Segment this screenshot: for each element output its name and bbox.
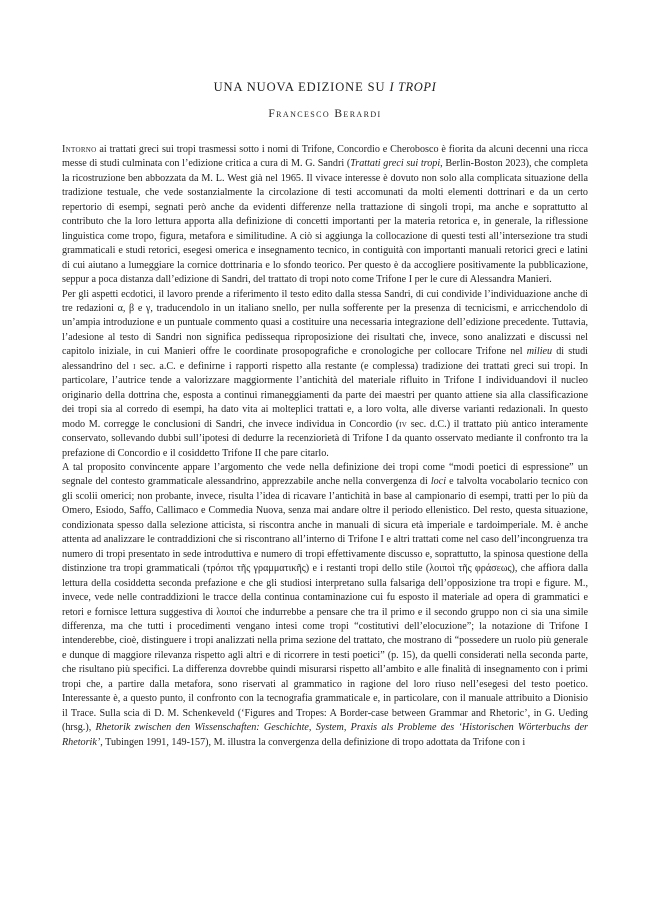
title-prefix: UNA NUOVA EDIZIONE SU bbox=[213, 80, 390, 94]
text-segment: di studi alessandrino del bbox=[62, 346, 588, 372]
paragraph bbox=[62, 143, 588, 288]
text-segment: Per gli aspetti ecdotici, il lavoro prende a riferimento il testo edito dalla stessa Sandri, di cui condivide l’individuazione anche di tre redazioni α, β e γ, traducendolo in un italiano snello, per nulla sofferente per la presenza di tecnicismi, e arricchendolo di un’ampia introduzione e un puntuale commento quasi a costituire una necessaria integrazione dell’edizione precedente. Tuttavia, l’adesione al testo di Sandri non significa pedissequa riproposizione dei risultati che, invece, sono analizzati e discussi nel capitolo iniziale, in cui Manieri offre le coordinate prosopografiche e cronologiche per collocare Trifone nel bbox=[62, 288, 588, 358]
author-name: Francesco Berardi bbox=[268, 108, 382, 120]
text-segment: sec. d.C.) il trattato più antico interamente conservato, sollevando dubbi sull’ipotesi di dedurre la recenziorietà di Trifone I da quanto osservato mediante il confronto tra la prefazione di Concordio e il cosiddetto Trifone II che pare citarlo. bbox=[62, 418, 588, 459]
article-body bbox=[62, 143, 588, 750]
paragraph bbox=[62, 461, 588, 750]
italic-text: milieu bbox=[526, 346, 553, 358]
title-italic: I TROPI bbox=[389, 80, 437, 94]
italic-text: Trattati greci sui tropi bbox=[350, 158, 441, 170]
text-segment: ai trattati greci sui tropi trasmessi sotto i nomi di Trifone, Concordio e Cherobosco è fiorita da alcuni decenni una ricca messe di studi culminata con l’edizione critica a cura di M. G. Sandri ( bbox=[62, 144, 588, 170]
lead-word: Intorno bbox=[62, 144, 97, 155]
text-segment: A tal proposito convincente appare l’argomento che vede nella definizione dei tropi come “modi poetici di espressione” un segnale del contesto grammaticale alessandrino, apprezzabile anche nella convergenza di bbox=[62, 461, 588, 488]
text-segment: e talvolta vocabolario tecnico con gli scolii omerici; non probante, invece, risulta l’idea di ricavare l’antichità in base al campionario di esempi, tratti per lo più da Omero, Esiodo, Saffo, Callimaco e Commedia Nuova, senza mai andare oltre il periodo ellenistico. Del resto, questa situazione, condizionata spesso dalla selezione atticista, si riscontra anche in manuali di sicura età imperiale e tardoimperiale. M. è anche attenta ad analizzare le contraddizioni che si riscontrano all’interno di Trifone I e altri trattati come nel caso dell’incongruenza tra numero di tropi presentato in sede introduttiva e numero di tropi effettivamente discusso e, soprattutto, la spinosa questione della distinzione tra tropi grammaticali (τρόποι τῆς γραμματικῆς) e i restanti tropi dello stile (λοιποὶ τῆς φράσεως), che affiora dalla lettura della cosiddetta seconda prefazione e che gli studiosi interpretano sulla falsariga dell’opposizione tra tropi e figure. M., invece, vede nelle contraddizioni le tracce della continua contaminazione cui fu esposto il materiale ad opera di grammatici e retori e fornisce lettura suggestiva di λοιποί che indurrebbe a pensare che tra il primo e il secondo gruppo non ci sia una simile differenza, ma che tutti i procedimenti vengano intesi come tropi “costitutivi dell’elocuzione”; la notazione di Trifone I intenderebbe, cioè, distinguere i tropi analizzati nella prima sezione del trattato, che mostrano di “possedere un ruolo più generale e dunque di maggiore rilevanza rispetto agli altri e di ricorrere in testi poetici” (p. 15), da quelli considerati nella seconda parte, che risultano più specifici. La differenza dovrebbe quindi misurarsi rispetto all’ambito e alle finalità di insegnamento con i primi tropi che, a partire dalla metafora, sono riservati al grammatico in ragione del loro riuso nell’esegesi del testo poetico. Interessante è, a questo punto, il confronto con la tecnografia grammaticale e, in particolare, con il manuale attribuito a Dionisio il Trace. Sulla scia di D. M. Schenkeveld (‘Figures and Tropes: A Border-case between Grammar and Rhetoric’, in G. Ueding (hrsg.), bbox=[62, 476, 588, 734]
italic-text: loci bbox=[430, 476, 447, 488]
text-segment: i bbox=[133, 360, 136, 372]
text-segment: sec. a.C. e definirne i rapporti rispetto alla restante (e complessa) tradizione dei trattati greci sui tropi. In particolare, l’autrice tende a valorizzare maggiormente l’antichità del materiale rifluito in Trifone I individuandovi il nucleo originario della dottrina che, esposta a continui rimaneggiamenti da parte dei maestri per quanto attiene sia alla classificazione dei tropi sia al corredo di esempi, ha dato vita ai molteplici trattati e, a loro volta, alle diverse varianti redazionali. In questo modo M. corregge le conclusioni di Sandri, che invece individua in Concordio ( bbox=[62, 360, 588, 430]
text-segment: , Tubingen 1991, 149-157), M. illustra la convergenza della definizione di tropo adottata da Trifone con i bbox=[100, 736, 526, 748]
text-segment: , Berlin-Boston 2023), che completa la ricostruzione ben abbozzata da M. L. West già nel 1965. Il vivace interesse è dovuto non solo alla complicata situazione della tradizione testuale, che vede sostanzialmente la circolazione di testi accomunati da molti elementi dottrinari e da un certo repertorio di esempi, segnati però anche da evidenti differenze nella trattazione di singoli tropi, ma anche e soprattutto al contributo che la loro lettura apporta alla definizione di concetti importanti per la materia retorica e, in generale, la riflessione linguistica come tropo, figura, metafora e similitudine. A ciò si aggiunga la collocazione di questi testi all’intersezione tra studi grammaticali e studi retorici, esegesi omerica e insegnamento tecnico, in contiguità con importanti manuali retorici greci e latini di cui aiutano a lumeggiare la cornice dottrinaria e lo sfondo teorico. Per questo è da accogliere positivamente la pubblicazione, seppur a poca distanza dall’edizione di Sandri, del trattato di tropi noto come Trifone I per le cure di Alessandra Manieri. bbox=[62, 158, 589, 286]
paragraph bbox=[62, 288, 588, 461]
article-title bbox=[0, 80, 650, 95]
italic-text: Rhetorik zwischen den Wissenschaften: Geschichte, System, Praxis als Probleme des ‘Historischen Wörterbuchs der Rhetorik’ bbox=[62, 722, 588, 748]
text-segment: iv bbox=[399, 418, 408, 430]
